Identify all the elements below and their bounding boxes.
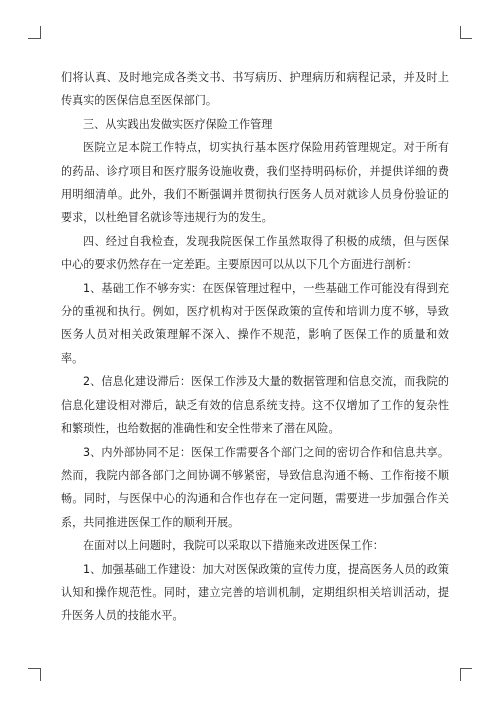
crop-mark-bottom-right-h bbox=[460, 668, 472, 669]
crop-mark-bottom-right-v bbox=[460, 668, 461, 681]
paragraph-continuation: 们将认真、及时地完成各类文书、书写病历、护理病历和病程记录，并及时上传真实的医保信息至医保部门。 bbox=[61, 71, 449, 108]
paragraph-measures-intro: 在面对以上问题时，我院可以采取以下措施来改进医保工作： bbox=[83, 539, 384, 553]
crop-mark-top-left-h bbox=[28, 38, 40, 39]
crop-mark-bottom-left-v bbox=[40, 668, 41, 681]
paragraph-item-3-coordination: 3、内外部协同不足：医保工作需要各个部门之间的密切合作和信息共享。然而，我院内部各部门之间协调不够紧密，导致信息沟通不畅、工作衔接不顺畅。同时，与医保中心的沟通和合作也存在一定问题，需要进一步加强合作关系，共同推进医保工作的顺利开展。 bbox=[61, 445, 449, 529]
section-heading-3: 三、从实践出发做实医疗保险工作管理 bbox=[83, 117, 273, 131]
crop-mark-bottom-left-h bbox=[28, 668, 40, 669]
document-body bbox=[61, 66, 449, 628]
paragraph-measure-1: 1、加强基础工作建设：加大对医保政策的宣传力度，提高医务人员的政策认知和操作规范性。同时，建立完善的培训机制，定期组织相关培训活动，提升医务人员的技能水平。 bbox=[61, 562, 449, 623]
crop-mark-top-left-v bbox=[40, 26, 41, 39]
paragraph-item-1-foundation: 1、基础工作不够夯实：在医保管理过程中，一些基础工作可能没有得到充分的重视和执行。例如，医疗机构对于医保政策的宣传和培训力度不够，导致医务人员对相关政策理解不深入、操作不规范，影响了医保工作的质量和效率。 bbox=[61, 281, 449, 365]
crop-mark-top-right-h bbox=[460, 38, 472, 39]
section-heading-4: 四、经过自我检查，发现我院医保工作虽然取得了积极的成绩，但与医保中心的要求仍然存在一定差距。主要原因可以从以下几个方面进行剖析： bbox=[61, 234, 449, 272]
crop-mark-top-right-v bbox=[460, 26, 461, 39]
paragraph-drug-management: 医院立足本院工作特点，切实执行基本医疗保险用药管理规定。对于所有的药品、诊疗项目和医疗服务设施收费，我们坚持明码标价，并提供详细的费用明细清单。此外，我们不断强调并贯彻执行医务人员对就诊人员身份验证的要求，以杜绝冒名就诊等违规行为的发生。 bbox=[61, 141, 449, 225]
paragraph-item-2-informatization: 2、信息化建设滞后：医保工作涉及大量的数据管理和信息交流，而我院的信息化建设相对滞后，缺乏有效的信息系统支持。这不仅增加了工作的复杂性和繁琐性，也给数据的准确性和安全性带来了潜在风险。 bbox=[61, 375, 449, 436]
